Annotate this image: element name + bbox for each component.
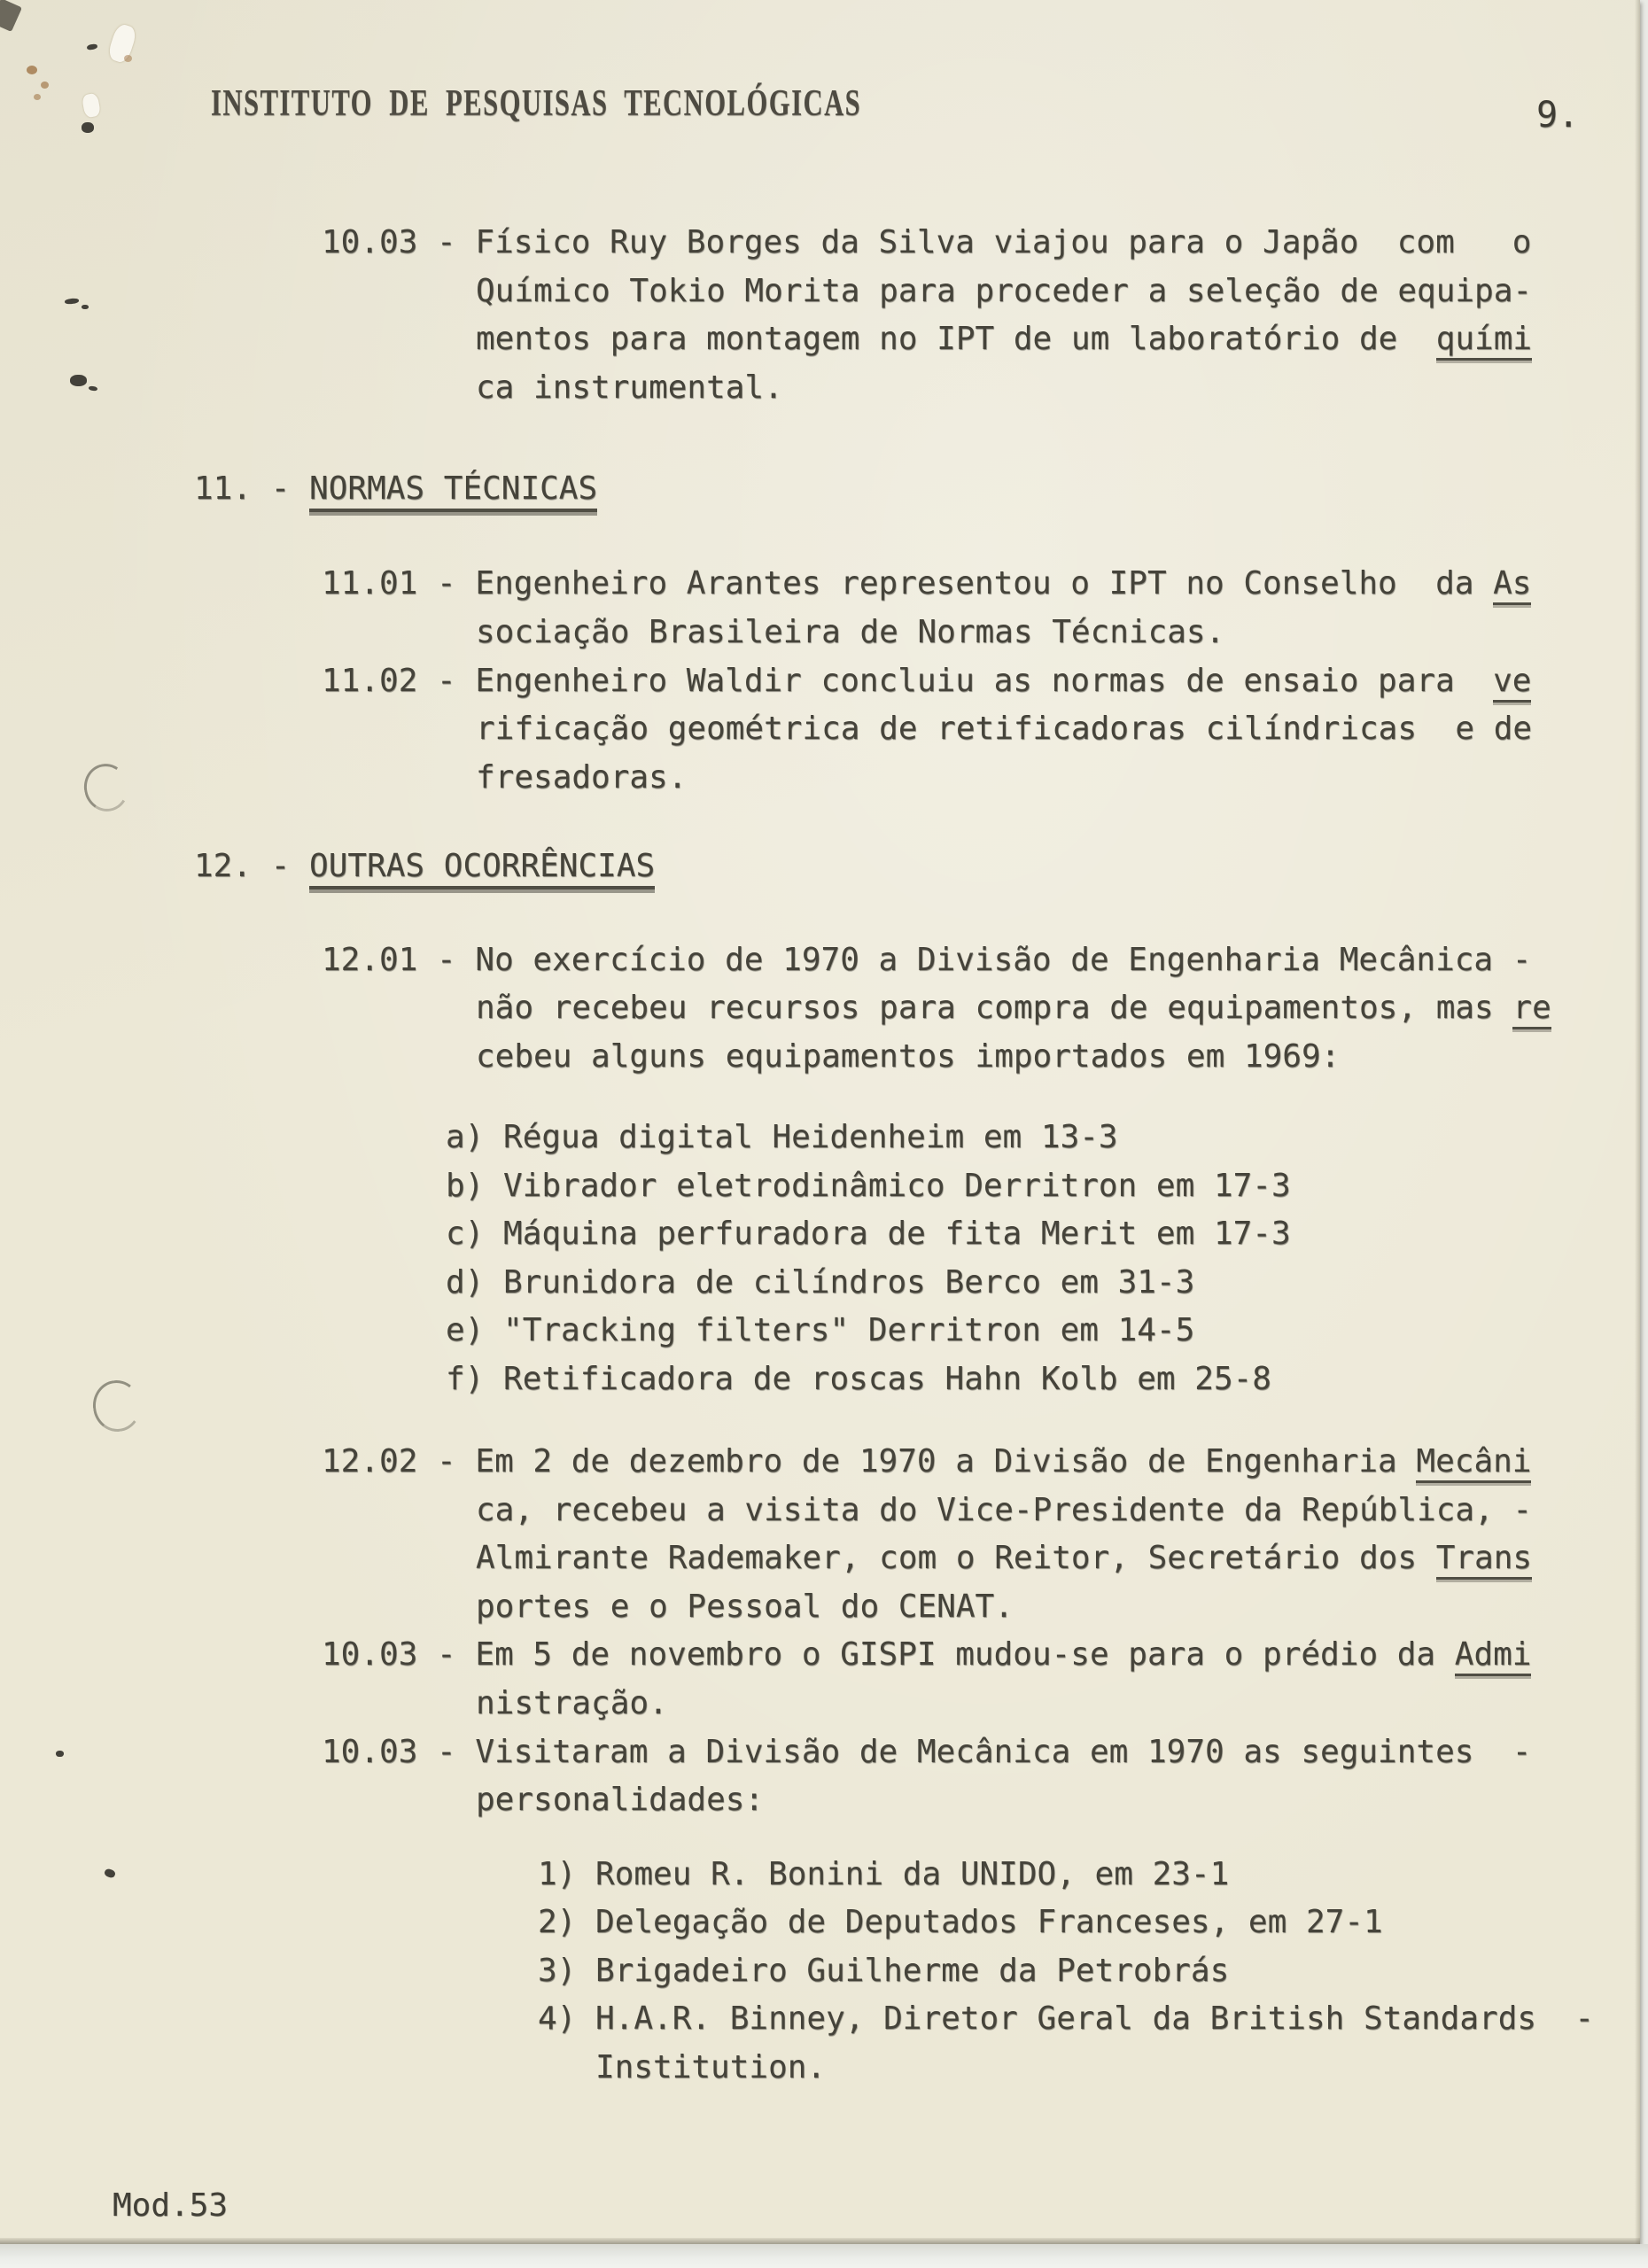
- underlined-text: quími: [1436, 321, 1532, 361]
- text-line: portes e o Pessoal do CENAT.: [476, 1588, 1014, 1625]
- text-line: 10.03 - Físico Ruy Borges da Silva viajou para o Japão com o: [322, 224, 1532, 260]
- ink-speck-artifact: [70, 375, 87, 386]
- text-line: personalidades:: [476, 1782, 765, 1818]
- text-line: 4) H.A.R. Binney, Diretor Geral da British Standards -: [538, 2000, 1595, 2037]
- text-line: a) Régua digital Heidenheim em 13-3: [446, 1119, 1118, 1155]
- text-line: f) Retificadora de roscas Hahn Kolb em 25-8: [446, 1361, 1271, 1397]
- text-line: 1) Romeu R. Bonini da UNIDO, em 23-1: [538, 1856, 1230, 1892]
- text-line: Almirante Rademaker, com o Reitor, Secretário dos Trans: [476, 1539, 1532, 1577]
- text-line: ca instrumental.: [476, 369, 783, 406]
- rust-stain-artifact: [34, 94, 41, 100]
- rust-stain-artifact: [124, 55, 132, 62]
- underlined-text: Trans: [1436, 1540, 1532, 1580]
- text-line: 2) Delegação de Deputados Franceses, em 27-1: [538, 1904, 1383, 1940]
- text-line: 10.03 - Em 5 de novembro o GISPI mudou-se para o prédio da Admi: [322, 1635, 1531, 1674]
- underlined-text: re: [1512, 990, 1551, 1029]
- text-line: ca, recebeu a visita do Vice-Presidente da República, -: [476, 1492, 1533, 1528]
- underlined-text: ve: [1493, 663, 1531, 703]
- rust-stain-artifact: [27, 66, 37, 74]
- section-heading-line: 12. - OUTRAS OCORRÊNCIAS: [194, 847, 655, 885]
- text-line: 3) Brigadeiro Guilherme da Petrobrás: [538, 1953, 1230, 1989]
- letterhead-title: INSTITUTO DE PESQUISAS TECNOLÓGICAS: [211, 83, 862, 124]
- text-line: 10.03 - Visitaram a Divisão de Mecânica em 1970 as seguintes -: [322, 1734, 1532, 1770]
- text-line: 12.01 - No exercício de 1970 a Divisão de Engenharia Mecânica -: [322, 942, 1532, 978]
- scanner-background: [0, 2244, 1648, 2268]
- text-line: 12.02 - Em 2 de dezembro de 1970 a Divisão de Engenharia Mecâni: [322, 1442, 1531, 1480]
- rust-stain-artifact: [41, 82, 49, 89]
- text-line: b) Vibrador eletrodinâmico Derritron em 17-3: [446, 1168, 1291, 1204]
- text-line: e) "Tracking filters" Derritron em 14-5: [446, 1312, 1195, 1348]
- paper-bottom-edge: [0, 2238, 1640, 2244]
- underlined-text: As: [1493, 565, 1531, 605]
- text-line: 11.01 - Engenheiro Arantes representou o IPT no Conselho da As: [322, 564, 1531, 602]
- text-line: cebeu alguns equipamentos importados em 1969:: [476, 1038, 1341, 1075]
- form-model-label: Mod.53: [113, 2187, 229, 2224]
- ink-speck-artifact: [82, 305, 89, 309]
- paper-right-edge: [1635, 0, 1640, 2244]
- text-line: 11.02 - Engenheiro Waldir concluiu as normas de ensaio para ve: [322, 662, 1531, 700]
- text-line: não recebeu recursos para compra de equipamentos, mas re: [476, 989, 1551, 1027]
- underlined-text: Admi: [1455, 1636, 1532, 1676]
- text-line: Químico Tokio Morita para proceder a seleção de equipa-: [476, 273, 1533, 309]
- text-line: sociação Brasileira de Normas Técnicas.: [476, 614, 1225, 650]
- underlined-text: OUTRAS OCORRÊNCIAS: [309, 848, 655, 889]
- text-line: nistração.: [476, 1685, 668, 1721]
- ink-speck-artifact: [56, 1751, 64, 1757]
- underlined-text: Mecâni: [1416, 1443, 1531, 1483]
- ink-speck-artifact: [82, 122, 94, 133]
- text-line: fresadoras.: [476, 759, 688, 796]
- text-line: d) Brunidora de cilíndros Berco em 31-3: [446, 1264, 1195, 1301]
- section-heading-line: 11. - NORMAS TÉCNICAS: [194, 470, 597, 508]
- text-line: mentos para montagem no IPT de um laboratório de quími: [476, 320, 1532, 358]
- page-number: 9.: [1536, 95, 1580, 136]
- text-line: rificação geométrica de retificadoras cilíndricas e de: [476, 711, 1533, 747]
- text-line: Institution.: [595, 2049, 827, 2085]
- underlined-text: NORMAS TÉCNICAS: [309, 470, 597, 512]
- text-line: c) Máquina perfuradora de fita Merit em 17-3: [446, 1216, 1291, 1252]
